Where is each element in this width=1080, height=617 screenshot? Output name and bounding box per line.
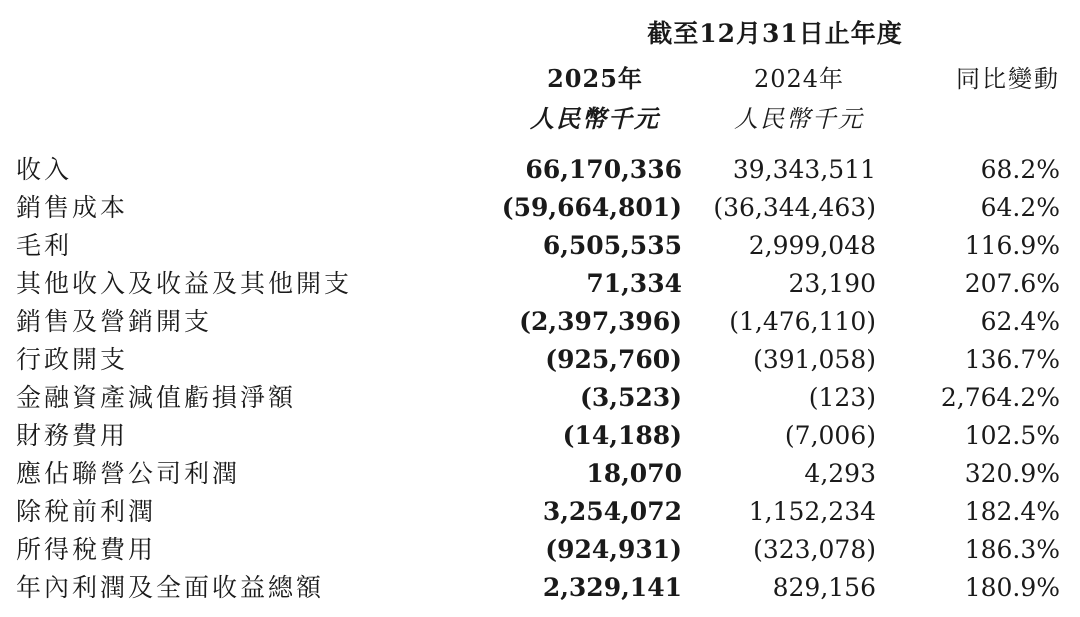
row-value-2025: (2,397,396) [519,307,682,336]
row-value-2024: 829,156 [772,573,876,602]
row-change: 102.5% [964,421,1061,450]
row-change: 186.3% [964,535,1061,564]
table-row [16,346,1064,384]
header-row-period [16,14,1064,59]
row-change: 68.2% [980,155,1061,184]
table-row [16,308,1064,346]
row-value-2024: 1,152,234 [748,497,876,526]
row-change: 2,764.2% [940,383,1061,412]
row-value-2025: 2,329,141 [542,573,682,602]
table-row [16,536,1064,574]
row-value-2025: (14,188) [562,421,682,450]
row-value-2024: 2,999,048 [748,231,876,260]
row-label: 毛利 [16,231,73,260]
table-row [16,156,1064,194]
row-value-2024: (323,078) [753,535,876,564]
table-row [16,460,1064,498]
row-value-2025: (924,931) [545,535,682,564]
header-spacer-4 [894,99,1064,156]
row-value-2024: 4,293 [804,459,876,488]
header-spacer-3 [16,99,486,156]
row-value-2025: 66,170,336 [525,155,682,184]
table-header [16,14,1064,156]
table-row [16,384,1064,422]
row-value-2024: (36,344,463) [713,193,876,222]
row-change: 180.9% [964,573,1061,602]
row-label: 銷售成本 [16,193,129,222]
row-value-2025: 71,334 [586,269,682,298]
unit-label-2025: 人民幣千元 [530,104,660,133]
period-title: 截至12月31日止年度 [647,19,903,48]
row-value-2024: (123) [808,383,876,412]
row-value-2025: 18,070 [586,459,682,488]
table-body [16,156,1064,612]
financial-summary-table [16,14,1064,612]
table-row [16,194,1064,232]
column-header-change: 同比變動 [956,65,1061,93]
row-label: 金融資產減值虧損淨額 [16,383,297,412]
row-label: 應佔聯營公司利潤 [16,459,241,488]
row-value-2024: (1,476,110) [729,307,876,336]
row-value-2025: (925,760) [545,345,682,374]
row-change: 64.2% [980,193,1061,222]
column-header-2025: 2025年 [547,64,643,93]
column-header-2024: 2024年 [753,65,845,93]
table-row [16,498,1064,536]
header-spacer-2 [16,59,486,99]
table-row [16,574,1064,612]
header-row-years [16,59,1064,99]
header-spacer [16,14,486,59]
row-label: 收入 [16,155,73,184]
row-value-2024: 23,190 [788,269,876,298]
unit-label-2024: 人民幣千元 [734,105,864,133]
row-label: 財務費用 [16,421,129,450]
table-row [16,422,1064,460]
row-value-2025: (3,523) [580,383,682,412]
row-change: 320.9% [964,459,1061,488]
row-label: 年內利潤及全面收益總額 [16,573,325,602]
row-label: 銷售及營銷開支 [16,307,213,336]
row-change: 62.4% [980,307,1061,336]
table-row [16,270,1064,308]
row-value-2025: 6,505,535 [542,231,682,260]
row-change: 207.6% [964,269,1061,298]
row-label: 除稅前利潤 [16,497,157,526]
row-change: 182.4% [964,497,1061,526]
row-value-2024: (7,006) [784,421,876,450]
row-value-2025: 3,254,072 [542,497,682,526]
row-change: 116.9% [964,231,1061,260]
header-row-units [16,99,1064,156]
row-value-2024: (391,058) [753,345,876,374]
row-label: 行政開支 [16,345,129,374]
row-value-2024: 39,343,511 [732,155,876,184]
table-row [16,232,1064,270]
row-change: 136.7% [964,345,1061,374]
row-label: 所得稅費用 [16,535,157,564]
row-value-2025: (59,664,801) [501,193,682,222]
row-label: 其他收入及收益及其他開支 [16,269,353,298]
